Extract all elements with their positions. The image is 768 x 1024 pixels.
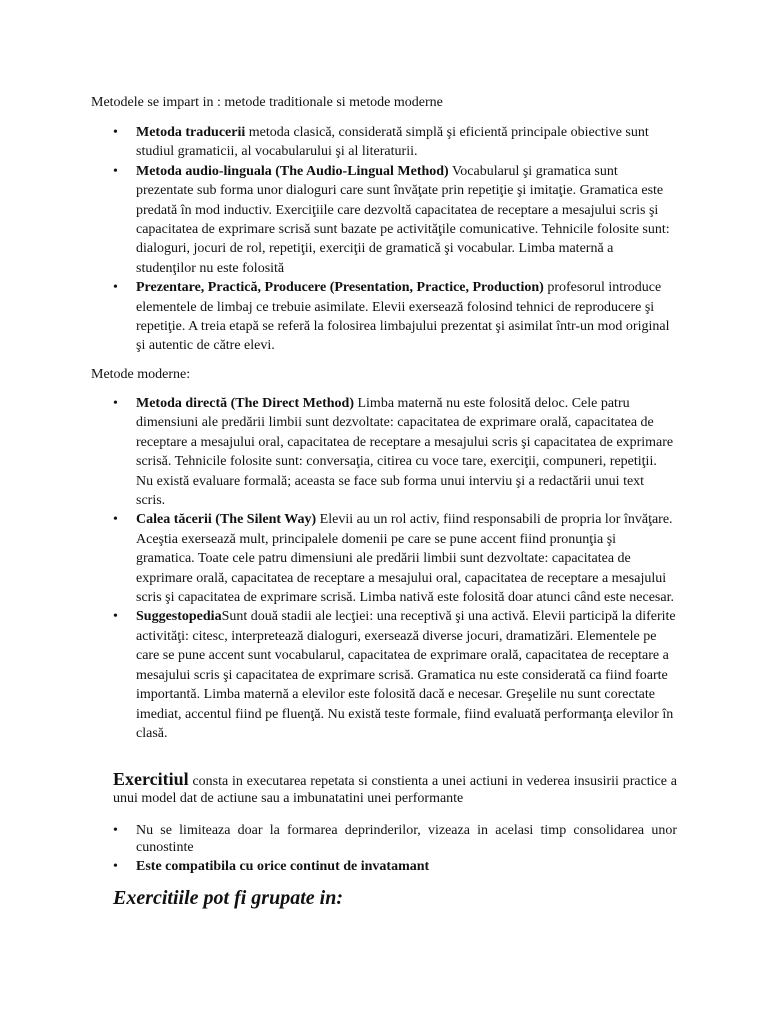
exercitiu-text: consta in executarea repetata si constienta a unei actiuni in vederea insusirii practice a unui model dat de actiune sau a imbunatatini unei performante <box>113 774 677 806</box>
method-title: Calea tăcerii (The Silent Way) <box>136 512 317 528</box>
bullet-icon: • <box>113 280 118 296</box>
section-heading: Exercitiile pot fi grupate in: <box>113 887 343 909</box>
exercitiu-term: Exercitiul <box>113 769 189 789</box>
modern-methods-label: Metode moderne: <box>91 367 191 382</box>
exercitiu-features-list <box>0 822 677 875</box>
method-title: Metoda directă (The Direct Method) <box>136 396 354 411</box>
method-description: Sunt două stadii ale lecţiei: una receptivă şi una activă. Elevii participă la diferite activităţi: citesc, interpretează dialoguri, exersează diverse jocuri, dramatizări. Elementele pe care se pune accent sunt vocabularul, capacitatea de exprimare orală, capacitatea de receptare a mesajului scris şi capacitatea de exprimare scrisă. Gramatica nu este considerată ca fiind foarte importantă. Limba maternă a elevilor este folosită dacă e necesar. Greşelile nu sunt corectate imediat, accentul fiind pe fluenţă. Nu există teste formale, fiind evaluată performanţa elevilor în clasă. <box>136 609 676 741</box>
modern-methods-list <box>0 394 676 743</box>
list-item <box>0 162 676 278</box>
bullet-icon: • <box>113 125 118 140</box>
method-description: Vocabularul şi gramatica sunt prezentate sub forma unor dialoguri care sunt învăţate prin repetiţie şi imitaţie. Gramatica este predată în mod inductiv. Exerciţiile care dezvoltă capacitatea de receptare a mesajului scris şi capacitatea de exprimare scrisă sunt bazate pe activităţile comunicative. Tehnicile folosite sunt: dialoguri, jocuri de rol, repetiţii, exerciţii de gramatică şi vocabular. Limba maternă a studenţilor nu este folosită <box>136 163 670 276</box>
method-title: Metoda traducerii <box>136 125 246 140</box>
bullet-icon: • <box>113 163 118 179</box>
method-description: metoda clasică, considerată simplă şi eficientă principale obiective sunt studiul gramaticii, al vocabularului şi al literaturii. <box>136 125 649 160</box>
exercitiu-definition <box>113 771 677 807</box>
list-item <box>0 278 676 356</box>
method-title: Suggestopedia <box>136 609 222 625</box>
method-title: Prezentare, Practică, Producere (Presentation, Practice, Production) <box>136 280 544 296</box>
method-title: Metoda audio-linguala (The Audio-Lingual Method) <box>136 163 449 179</box>
bullet-icon: • <box>113 396 118 411</box>
method-description: Elevii au un rol activ, fiind responsabili de propria lor învăţare. Aceştia exersează mult, principalele domenii pe care se pune accent fiind pronunţia şi gramatica. Toate cele patru dimensiuni ale predării limbii sunt dezvoltate: capacitatea de exprimare orală, capacitatea de receptare a mesajului oral, capacitatea de receptare a mesajului scris şi capacitatea de exprimare scrisă. Limba nativă este folosită doar atunci când este necesar. <box>136 512 674 606</box>
method-description: Limba maternă nu este folosită deloc. Cele patru dimensiuni ale predării limbii sunt dezvoltate: capacitatea de exprimare orală, capacitatea de receptare a mesajului oral, capacitatea de receptare a mesajului scris şi capacitatea de exprimare scrisă. Tehnicile folosite sunt: conversaţia, citirea cu voce tare, exerciţii, compuneri, repetiţii. Nu există evaluare formală; aceasta se face sub forma unui interviu şi a redactării unui text scris. <box>136 396 674 509</box>
list-item <box>0 123 676 162</box>
list-item <box>0 394 676 510</box>
list-item <box>0 858 677 875</box>
bullet-icon: • <box>113 859 118 874</box>
method-description: profesorul introduce elementele de limbaj ce trebuie asimilate. Elevii exersează folosind tehnici de reproducere şi repetiţie. A treia etapă se referă la folosirea limbajului prezentat şi asimilat într-un mod original şi autentic de către elevi. <box>136 280 670 354</box>
intro-paragraph: Metodele se impart in : metode traditionale si metode moderne <box>91 95 443 110</box>
traditional-methods-list <box>0 123 676 356</box>
list-item <box>0 510 676 607</box>
bullet-icon: • <box>113 512 118 528</box>
bullet-icon: • <box>113 609 118 625</box>
bullet-icon: • <box>113 823 118 838</box>
feature-text: Este compatibila cu orice continut de invatamant <box>136 859 430 874</box>
list-item <box>0 822 677 856</box>
feature-text: Nu se limiteaza doar la formarea deprinderilor, vizeaza in acelasi timp consolidarea unor cunostinte <box>136 823 677 855</box>
list-item <box>0 607 676 743</box>
